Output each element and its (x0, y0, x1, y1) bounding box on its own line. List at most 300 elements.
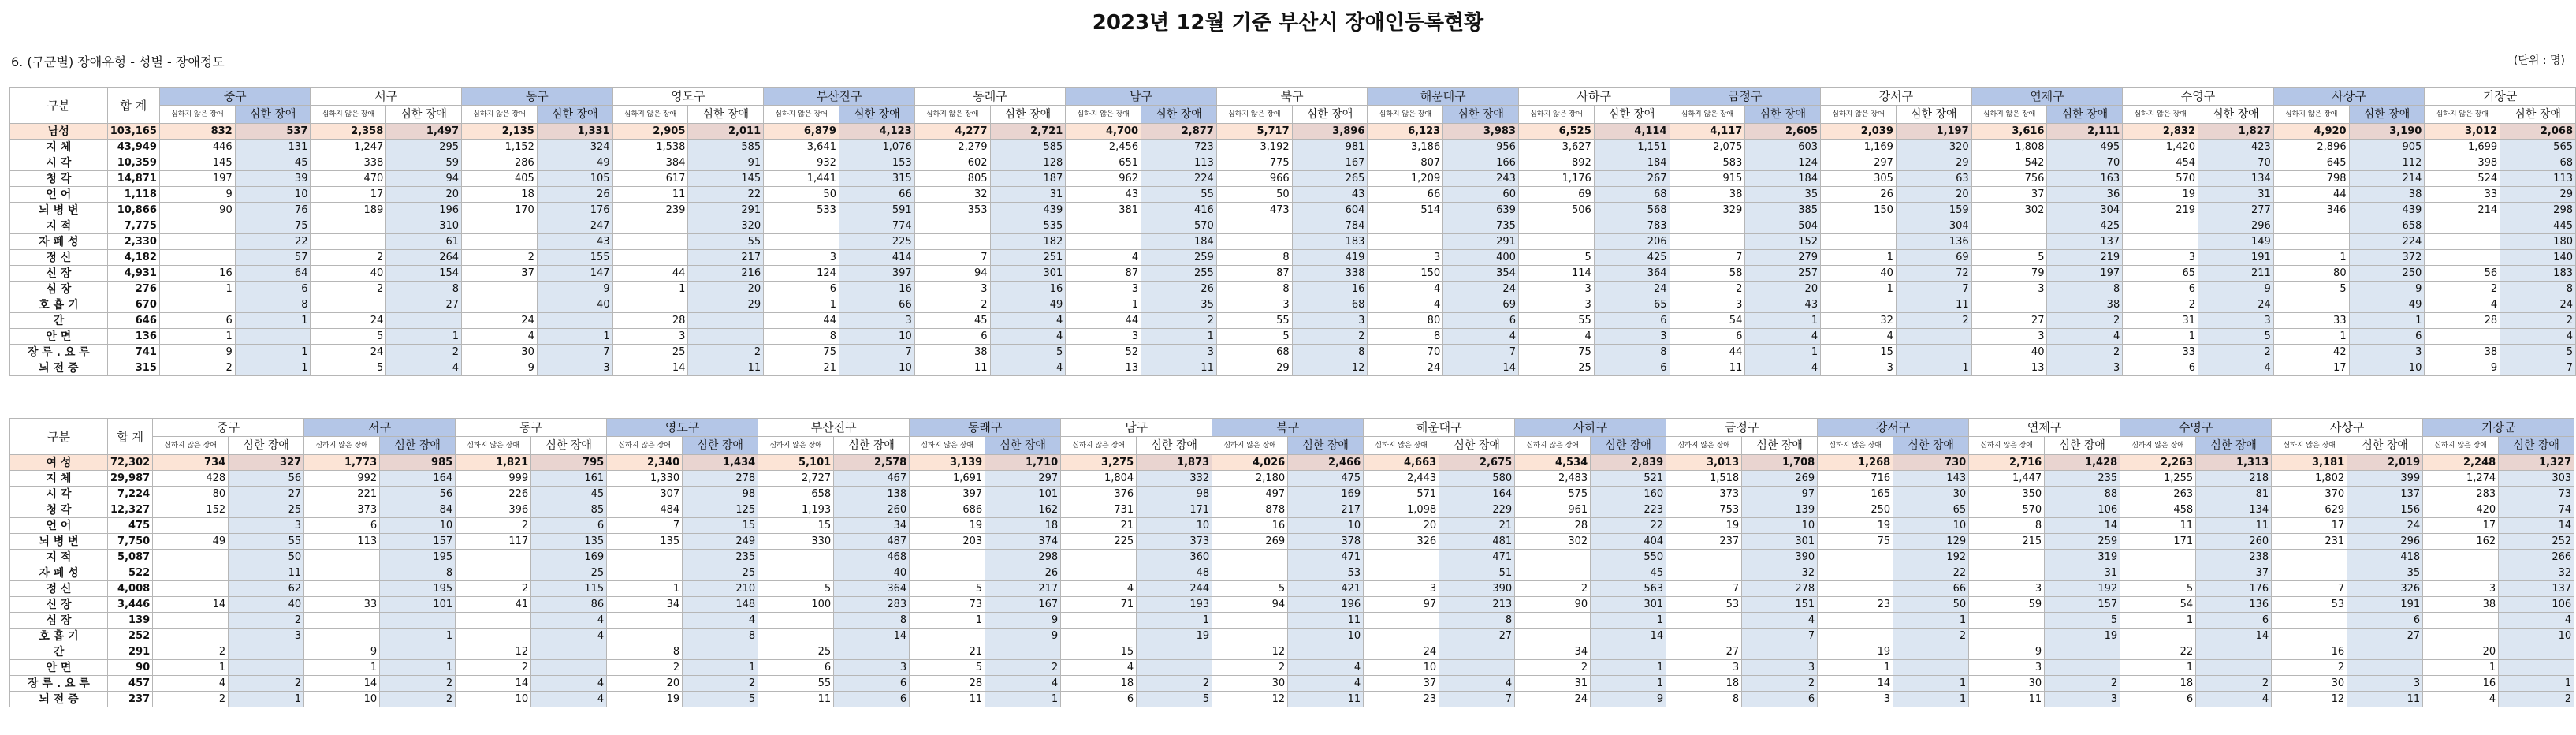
severe-cell: 279 (1745, 250, 1821, 266)
mild-cell: 45 (914, 313, 990, 329)
severe-cell: 68 (2500, 155, 2576, 171)
row-total: 741 (107, 345, 159, 360)
mild-cell: 49 (153, 534, 229, 550)
mild-cell: 250 (1818, 502, 1893, 518)
severe-cell: 1 (235, 313, 311, 329)
row-total: 1,118 (107, 187, 159, 203)
mild-cell: 30 (2272, 676, 2347, 692)
mild-cell: 94 (914, 266, 990, 282)
severe-cell (2499, 644, 2574, 660)
severe-cell: 219 (2047, 250, 2123, 266)
severe-cell (1137, 644, 1212, 660)
mild-cell (2272, 550, 2347, 565)
severe-cell: 475 (1288, 471, 1364, 487)
mild-cell: 32 (1821, 313, 1897, 329)
mild-cell (462, 282, 538, 297)
district-header: 사하구 (1518, 88, 1670, 106)
mild-cell (607, 550, 683, 565)
severe-cell: 84 (380, 502, 456, 518)
mild-cell: 13 (1066, 360, 1141, 376)
severe-cell: 425 (1594, 250, 1670, 266)
mild-cell: 3 (1216, 297, 1292, 313)
mild-cell: 5 (1971, 250, 2047, 266)
severe-cell: 225 (839, 234, 914, 250)
severe-cell: 3 (229, 518, 304, 534)
mild-cell: 1 (304, 660, 380, 676)
severe-cell: 81 (2196, 487, 2272, 502)
mild-cell: 602 (914, 155, 990, 171)
severe-cell: 8 (380, 565, 456, 581)
severe-cell: 4 (1439, 676, 1515, 692)
severe-cell: 143 (1893, 471, 1969, 487)
mild-cell: 19 (2123, 187, 2198, 203)
severe-cell: 604 (1292, 203, 1368, 218)
mild-cell (1969, 629, 2045, 644)
mild-cell (758, 565, 834, 581)
severe-cell: 6 (1443, 313, 1519, 329)
row-label: 안 면 (10, 660, 108, 676)
severe-cell: 1,076 (839, 140, 914, 155)
district-header: 남구 (1061, 419, 1212, 437)
mild-cell: 370 (2272, 487, 2347, 502)
mild-cell: 10 (1364, 660, 1439, 676)
row-label: 안 면 (10, 329, 108, 345)
severe-cell: 31 (2198, 187, 2274, 203)
severe-cell: 11 (688, 360, 764, 376)
mild-cell: 24 (311, 313, 386, 329)
mild-cell: 162 (2423, 534, 2499, 550)
severe-cell: 8 (834, 613, 910, 629)
severe-cell: 14 (1443, 360, 1519, 376)
severe-cell: 320 (688, 218, 764, 234)
severe-cell: 4 (990, 313, 1066, 329)
mild-cell (456, 550, 531, 565)
row-total: 252 (108, 629, 153, 644)
mild-cell: 20 (607, 676, 683, 692)
mild-cell: 25 (758, 644, 834, 660)
severe-cell: 6 (1594, 313, 1670, 329)
mild-cell: 1,420 (2123, 140, 2198, 155)
mild-cell: 3,012 (2425, 124, 2500, 140)
mild-cell (2272, 629, 2347, 644)
mild-cell: 2 (2123, 297, 2198, 313)
severe-cell: 4 (2499, 613, 2574, 629)
mild-cell: 2 (311, 282, 386, 297)
mild-cell: 124 (764, 266, 839, 282)
row-label: 뇌 병 변 (10, 534, 108, 550)
mild-cell: 756 (1971, 171, 2047, 187)
severe-cell: 301 (1591, 597, 1666, 613)
severe-cell: 9 (1591, 692, 1666, 707)
severe-header: 심한 장애 (1439, 437, 1515, 455)
mild-cell: 326 (1364, 534, 1439, 550)
severe-cell: 14 (2499, 518, 2574, 534)
mild-cell: 24 (311, 345, 386, 360)
severe-cell: 88 (2045, 487, 2120, 502)
severe-cell: 8 (1292, 345, 1368, 360)
row-total: 7,224 (108, 487, 153, 502)
mild-cell: 6 (914, 329, 990, 345)
mild-cell: 571 (1364, 487, 1439, 502)
row-total: 7,775 (107, 218, 159, 234)
row-label: 언 어 (10, 518, 108, 534)
mild-cell (1364, 565, 1439, 581)
mild-cell: 3,275 (1061, 455, 1137, 471)
severe-cell: 6 (834, 676, 910, 692)
mild-cell: 4 (1061, 660, 1137, 676)
mild-cell: 4 (2425, 297, 2500, 313)
severe-cell: 324 (537, 140, 612, 155)
severe-cell: 106 (2499, 597, 2574, 613)
mild-cell: 68 (1216, 345, 1292, 360)
severe-cell: 783 (1594, 218, 1670, 234)
mild-cell: 53 (1666, 597, 1742, 613)
row-total: 136 (107, 329, 159, 345)
severe-cell: 57 (235, 250, 311, 266)
severe-cell: 29 (2500, 187, 2576, 203)
mild-cell: 25 (612, 345, 688, 360)
mild-cell: 2,248 (2423, 455, 2499, 471)
row-label: 자 폐 성 (10, 234, 108, 250)
row-label: 뇌 전 증 (10, 692, 108, 707)
severe-cell: 2,877 (1141, 124, 1217, 140)
mild-header: 심하지 않은 장애 (758, 437, 834, 455)
row-label: 청 각 (10, 502, 108, 518)
severe-cell: 224 (1141, 171, 1217, 187)
severe-cell: 10 (1288, 518, 1364, 534)
row-label: 호 흡 기 (10, 629, 108, 644)
severe-cell: 3 (2045, 692, 2120, 707)
mild-cell: 302 (1515, 534, 1591, 550)
mild-cell: 1,193 (758, 502, 834, 518)
mild-cell: 446 (159, 140, 235, 155)
row-label: 뇌 전 증 (10, 360, 108, 376)
mild-cell: 2,905 (612, 124, 688, 140)
mild-cell (1818, 613, 1893, 629)
mild-cell: 37 (462, 266, 538, 282)
row-total: 475 (108, 518, 153, 534)
mild-cell: 20 (1364, 518, 1439, 534)
mild-header: 심하지 않은 장애 (153, 437, 229, 455)
severe-cell: 24 (2198, 297, 2274, 313)
header-category: 구분 (10, 419, 108, 455)
district-header: 강서구 (1821, 88, 1972, 106)
severe-cell: 250 (2349, 266, 2425, 282)
severe-cell: 22 (235, 234, 311, 250)
mild-cell: 53 (2272, 597, 2347, 613)
mild-cell: 1 (612, 282, 688, 297)
severe-cell: 2 (380, 692, 456, 707)
mild-cell: 189 (311, 203, 386, 218)
severe-cell: 400 (1443, 250, 1519, 266)
mild-cell: 1 (159, 282, 235, 297)
mild-cell: 4 (153, 676, 229, 692)
mild-cell: 27 (1666, 644, 1742, 660)
mild-cell: 203 (910, 534, 985, 550)
severe-cell: 49 (990, 297, 1066, 313)
mild-cell: 6,525 (1518, 124, 1594, 140)
mild-cell: 18 (2120, 676, 2196, 692)
severe-cell: 98 (1137, 487, 1212, 502)
mild-cell: 90 (159, 203, 235, 218)
mild-cell: 1,804 (1061, 471, 1137, 487)
mild-cell: 6 (758, 660, 834, 676)
severe-cell: 10 (235, 187, 311, 203)
severe-header: 심한 장애 (1591, 437, 1666, 455)
severe-cell (229, 644, 304, 660)
row-label: 청 각 (10, 171, 108, 187)
mild-cell (2273, 234, 2349, 250)
table-row (10, 629, 2574, 644)
severe-cell: 301 (1742, 534, 1818, 550)
mild-cell: 113 (304, 534, 380, 550)
mild-cell: 152 (153, 502, 229, 518)
mild-cell: 28 (910, 676, 985, 692)
mild-header: 심하지 않은 장애 (311, 106, 386, 124)
row-label: 지 체 (10, 471, 108, 487)
mild-cell (456, 613, 531, 629)
mild-cell: 14 (153, 597, 229, 613)
mild-cell: 14 (1818, 676, 1893, 692)
severe-cell: 12 (1292, 360, 1368, 376)
severe-header: 심한 장애 (235, 106, 311, 124)
severe-cell: 169 (531, 550, 607, 565)
severe-cell: 91 (688, 155, 764, 171)
severe-cell: 72 (1896, 266, 1971, 282)
mild-header: 심하지 않은 장애 (1821, 106, 1897, 124)
severe-cell: 468 (834, 550, 910, 565)
severe-cell: 29 (1896, 155, 1971, 171)
mild-cell: 23 (1818, 597, 1893, 613)
mild-cell (304, 550, 380, 565)
mild-cell (1061, 629, 1137, 644)
row-label: 시 각 (10, 487, 108, 502)
row-total: 10,359 (107, 155, 159, 171)
severe-cell: 112 (2349, 155, 2425, 171)
mild-cell (456, 565, 531, 581)
severe-cell: 65 (1893, 502, 1969, 518)
severe-header: 심한 장애 (380, 437, 456, 455)
mild-cell: 932 (764, 155, 839, 171)
mild-cell (1670, 234, 1745, 250)
severe-cell: 31 (2045, 565, 2120, 581)
severe-cell: 421 (1288, 581, 1364, 597)
severe-cell: 10 (1288, 629, 1364, 644)
severe-cell: 784 (1292, 218, 1368, 234)
severe-cell: 304 (2047, 203, 2123, 218)
mild-cell (1364, 550, 1439, 565)
mild-cell: 5 (758, 581, 834, 597)
severe-cell: 43 (537, 234, 612, 250)
mild-cell: 1 (1066, 297, 1141, 313)
severe-header: 심한 장애 (1137, 437, 1212, 455)
mild-cell (914, 218, 990, 234)
severe-cell: 6 (235, 282, 311, 297)
severe-cell: 27 (1439, 629, 1515, 644)
severe-cell: 10 (380, 518, 456, 534)
severe-cell: 537 (235, 124, 311, 140)
severe-cell: 29 (688, 297, 764, 313)
severe-header: 심한 장애 (839, 106, 914, 124)
severe-cell: 4 (2196, 692, 2272, 707)
severe-cell: 2 (2499, 692, 2574, 707)
row-label: 정 신 (10, 250, 108, 266)
mild-cell: 5 (2120, 581, 2196, 597)
severe-cell: 7 (839, 345, 914, 360)
mild-cell: 283 (2423, 487, 2499, 502)
table-row (10, 676, 2574, 692)
table-row (10, 550, 2574, 565)
severe-cell: 580 (1439, 471, 1515, 487)
severe-cell (2347, 660, 2423, 676)
mild-cell: 3 (764, 250, 839, 266)
mild-cell: 44 (764, 313, 839, 329)
severe-header: 심한 장애 (1594, 106, 1670, 124)
mild-cell (607, 613, 683, 629)
severe-cell: 184 (1594, 155, 1670, 171)
severe-cell: 137 (2347, 487, 2423, 502)
mild-cell: 18 (462, 187, 538, 203)
severe-cell: 1 (537, 329, 612, 345)
mild-cell: 1 (2423, 660, 2499, 676)
mild-cell: 7 (607, 518, 683, 534)
mild-header: 심하지 않은 장애 (1518, 106, 1594, 124)
district-header: 영도구 (607, 419, 758, 437)
mild-cell (2273, 218, 2349, 234)
mild-cell: 33 (2273, 313, 2349, 329)
severe-cell: 20 (386, 187, 462, 203)
mild-cell (612, 234, 688, 250)
severe-cell: 8 (1594, 345, 1670, 360)
severe-cell: 471 (1439, 550, 1515, 565)
mild-cell: 52 (1066, 345, 1141, 360)
mild-cell (153, 550, 229, 565)
severe-cell: 7 (537, 345, 612, 360)
severe-cell: 487 (834, 534, 910, 550)
mild-cell: 645 (2273, 155, 2349, 171)
mild-cell: 3,192 (1216, 140, 1292, 155)
severe-cell: 10 (1137, 518, 1212, 534)
severe-cell: 1,708 (1742, 455, 1818, 471)
severe-cell: 50 (1893, 597, 1969, 613)
severe-cell: 214 (2349, 171, 2425, 187)
severe-cell: 164 (380, 471, 456, 487)
severe-cell: 570 (1141, 218, 1217, 234)
mild-cell: 12 (1212, 692, 1288, 707)
severe-cell: 259 (2045, 534, 2120, 550)
mild-cell: 11 (910, 692, 985, 707)
severe-cell: 18 (985, 518, 1061, 534)
severe-cell: 8 (683, 629, 758, 644)
severe-cell: 1,331 (537, 124, 612, 140)
mild-cell: 473 (1216, 203, 1292, 218)
severe-cell (688, 313, 764, 329)
severe-header: 심한 장애 (1896, 106, 1971, 124)
mild-cell: 165 (1818, 487, 1893, 502)
severe-cell: 278 (1742, 581, 1818, 597)
mild-cell: 1,691 (910, 471, 985, 487)
mild-cell: 350 (1969, 487, 2045, 502)
severe-cell: 51 (1439, 565, 1515, 581)
severe-cell: 32 (1742, 565, 1818, 581)
severe-cell: 152 (1745, 234, 1821, 250)
mild-cell: 962 (1066, 171, 1141, 187)
severe-cell: 25 (683, 565, 758, 581)
severe-cell: 1,434 (683, 455, 758, 471)
mild-cell (1971, 297, 2047, 313)
severe-cell: 4 (990, 360, 1066, 376)
severe-cell: 3,190 (2349, 124, 2425, 140)
row-label: 간 (10, 644, 108, 660)
district-header: 중구 (159, 88, 311, 106)
table-row (10, 345, 2576, 360)
severe-cell (2347, 644, 2423, 660)
mild-cell (159, 297, 235, 313)
mild-cell: 65 (2123, 266, 2198, 282)
mild-cell: 80 (153, 487, 229, 502)
mild-cell: 484 (607, 502, 683, 518)
mild-cell: 2 (1515, 581, 1591, 597)
severe-cell: 315 (839, 171, 914, 187)
severe-cell: 374 (985, 534, 1061, 550)
severe-cell (1896, 345, 1971, 360)
mild-cell: 3 (1971, 329, 2047, 345)
severe-cell: 4 (1443, 329, 1519, 345)
severe-cell: 30 (1893, 487, 1969, 502)
severe-cell: 278 (683, 471, 758, 487)
mild-cell: 1,152 (462, 140, 538, 155)
severe-cell: 266 (2499, 550, 2574, 565)
mild-cell (1216, 218, 1292, 234)
severe-cell: 10 (1893, 518, 1969, 534)
severe-cell: 585 (688, 140, 764, 155)
severe-cell: 62 (229, 581, 304, 597)
severe-cell: 14 (2045, 518, 2120, 534)
mild-cell: 38 (2425, 345, 2500, 360)
severe-cell: 151 (1742, 597, 1818, 613)
severe-cell: 5 (2500, 345, 2576, 360)
severe-cell: 252 (2499, 534, 2574, 550)
mild-cell (1212, 550, 1288, 565)
mild-cell (2120, 565, 2196, 581)
mild-cell: 2,727 (758, 471, 834, 487)
severe-cell: 49 (2349, 297, 2425, 313)
severe-cell: 495 (2047, 140, 2123, 155)
mild-cell: 4 (1821, 329, 1897, 345)
table-row (10, 155, 2576, 171)
severe-cell: 2,466 (1288, 455, 1364, 471)
mild-cell: 80 (1368, 313, 1443, 329)
table-row (10, 266, 2576, 282)
severe-cell: 568 (1594, 203, 1670, 218)
district-header: 금정구 (1670, 88, 1821, 106)
mild-header: 심하지 않은 장애 (1666, 437, 1742, 455)
mild-cell: 269 (1212, 534, 1288, 550)
severe-cell (531, 660, 607, 676)
severe-cell: 27 (386, 297, 462, 313)
severe-cell: 210 (683, 581, 758, 597)
mild-cell: 4 (1061, 581, 1137, 597)
district-header: 북구 (1212, 419, 1364, 437)
mild-cell: 5 (1216, 329, 1292, 345)
mild-cell: 2 (914, 297, 990, 313)
district-header: 영도구 (612, 88, 764, 106)
mild-cell: 2 (153, 692, 229, 707)
severe-cell: 310 (386, 218, 462, 234)
mild-header: 심하지 않은 장애 (1670, 106, 1745, 124)
mild-cell: 117 (456, 534, 531, 550)
mild-cell: 2,443 (1364, 471, 1439, 487)
